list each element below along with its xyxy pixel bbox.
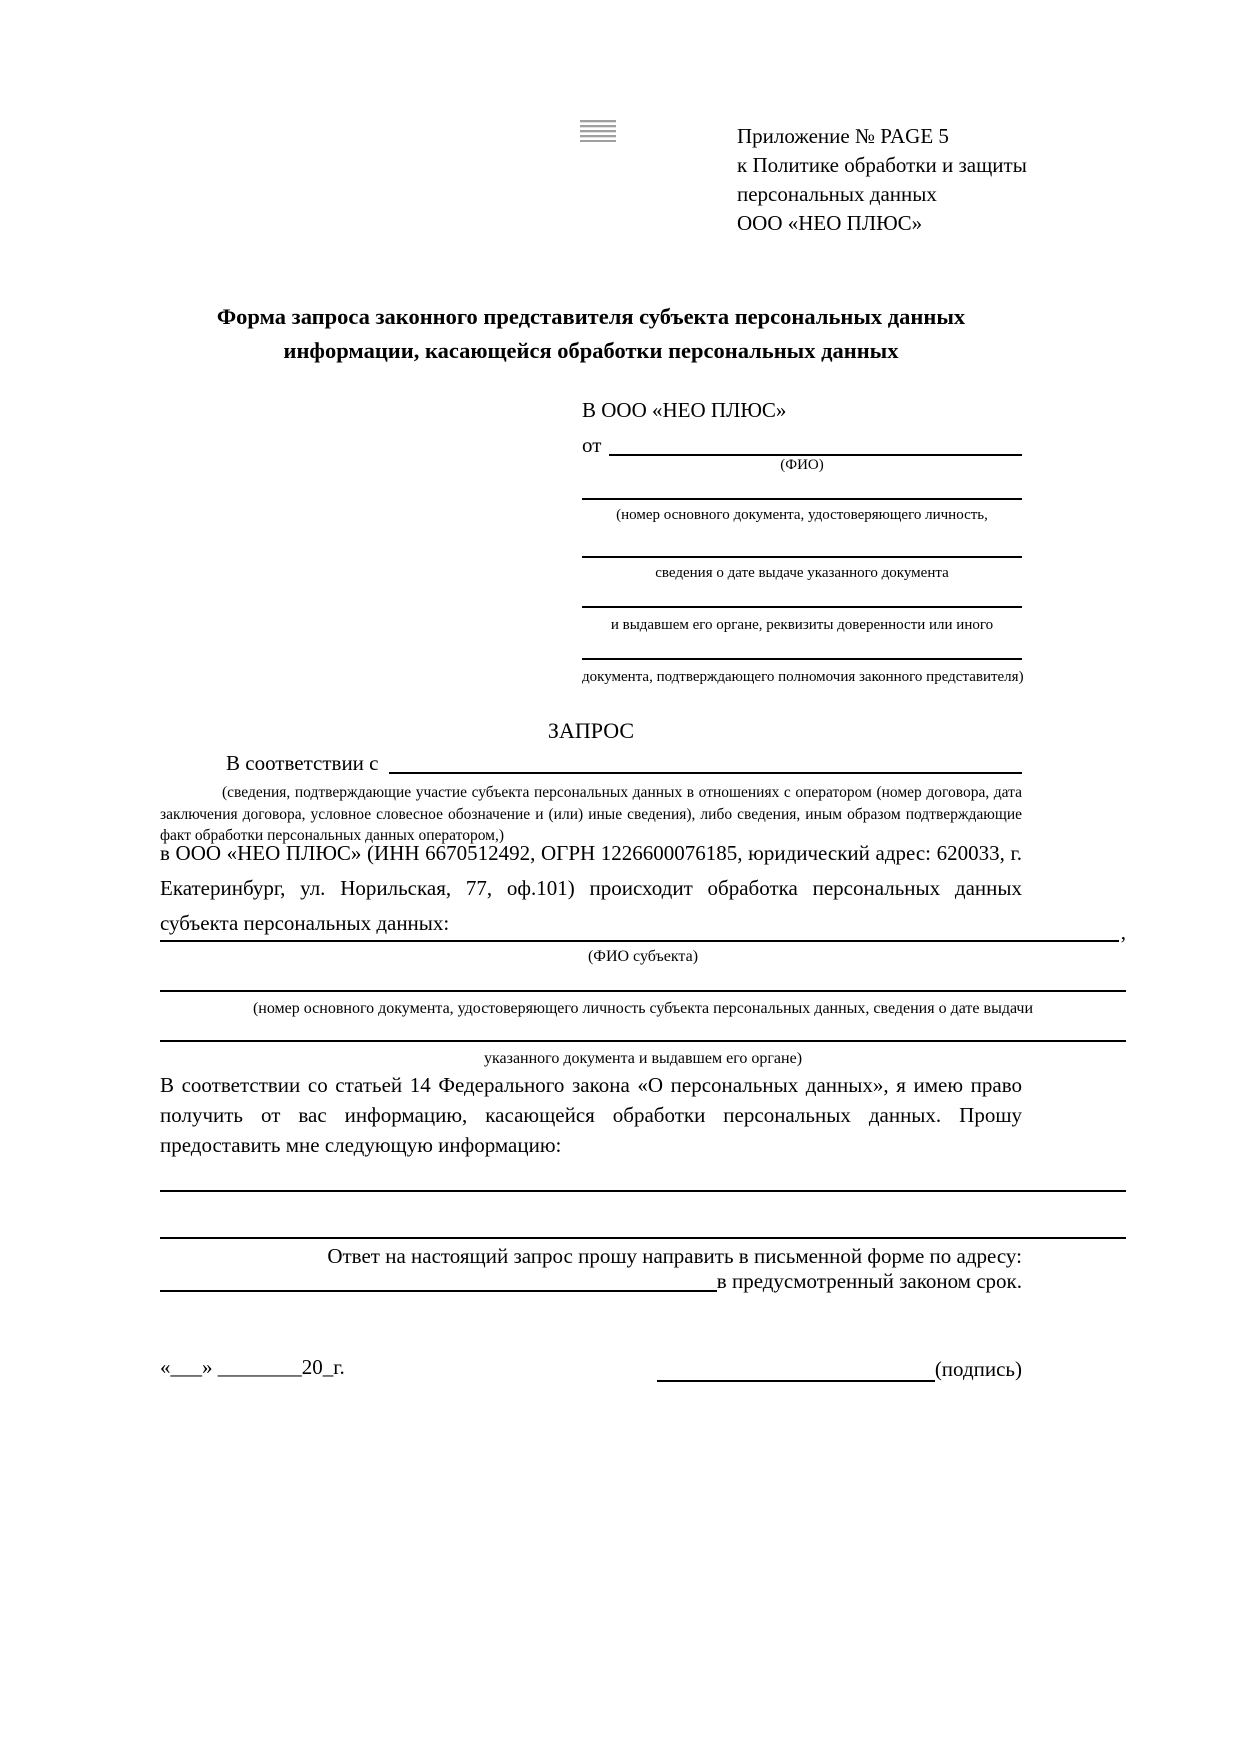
embedded-object-icon — [580, 120, 616, 142]
reply-deadline-text: в предусмотренный законом срок. — [716, 1269, 1022, 1293]
subject-fio-caption: (ФИО субъекта) — [587, 948, 699, 965]
fio-blank-line — [609, 430, 1022, 456]
operator-paragraph: в ООО «НЕО ПЛЮС» (ИНН 6670512492, ОГРН 1226600076185, юридический адрес: 620033, г. Екатеринбург, ул. Норильская, 77, оф.101) происходит обработка персональных данных субъекта персональных данных: — [160, 841, 1022, 935]
signature-area — [657, 1356, 1022, 1382]
appendix-header-line: персональных данных — [737, 182, 937, 206]
accordance-blank-line — [389, 748, 1023, 774]
issue-date-caption: сведения о дате выдаче указанного документа — [655, 565, 949, 581]
footer-row — [160, 1352, 1022, 1382]
fio-caption: (ФИО) — [780, 457, 824, 473]
from-field-row — [582, 432, 1022, 456]
appendix-header-line: Приложение № PAGE 5 — [737, 124, 949, 148]
requested-info-lines — [160, 1160, 1126, 1239]
recipient-block — [582, 396, 1022, 686]
fine-print-note: (сведения, подтверждающие участие субъекта персональных данных в отношениях с оператором (номер договора, дата заключения договора, условное словесное обозначение и (или) иные сведения), либо сведения, иным образом подтверждающие факт обработки персональных данных оператором,) — [160, 784, 1022, 844]
authority-document-caption: документа, подтверждающего полномочия законного представителя) — [582, 669, 1024, 685]
subject-block — [160, 918, 1126, 1068]
reply-address-row — [160, 1268, 1022, 1292]
appendix-header-line: ООО «НЕО ПЛЮС» — [737, 211, 923, 235]
document-title — [160, 300, 1022, 368]
issue-date-blank-line — [582, 528, 1022, 558]
reply-request-text: Ответ на настоящий запрос прошу направить в письменной форме по адресу: — [327, 1244, 1022, 1268]
id-document-caption: (номер основного документа, удостоверяющего личность, — [616, 507, 988, 523]
date-blank-text: «___» ________20_г. — [160, 1355, 345, 1379]
appendix-header — [737, 122, 1027, 238]
document-title-line1: Форма запроса законного представителя субъекта персональных данных — [216, 304, 966, 329]
issuing-authority-caption: и выдавшем его органе, реквизиты доверенности или иного — [610, 617, 994, 633]
subject-id-document-blank-line — [160, 968, 1126, 992]
request-heading: ЗАПРОС — [547, 718, 635, 743]
signature-caption: (подпись) — [934, 1357, 1022, 1381]
requested-info-blank-line — [160, 1160, 1126, 1192]
id-document-blank-line — [582, 478, 1022, 500]
issuing-authority-blank-line — [582, 586, 1022, 608]
subject-issuing-authority-blank-line — [160, 1020, 1126, 1042]
appendix-header-line: к Политике обработки и защиты — [737, 153, 1027, 177]
reply-address-blank-line — [160, 1266, 717, 1292]
accordance-label: В соответствии с — [226, 751, 379, 775]
law-paragraph: В соответствии со статьей 14 Федерального закона «О персональных данных», я имею право получить от вас информацию, касающейся обработки персональных данных. Прошу предоставить мне следующую информацию: — [160, 1073, 1022, 1157]
accordance-row — [160, 750, 1022, 774]
subject-issuing-authority-caption: указанного документа и выдавшем его органе) — [483, 1050, 803, 1067]
signature-blank-line — [657, 1356, 935, 1382]
document-title-line2: информации, касающейся обработки персональных данных — [283, 338, 899, 363]
requested-info-blank-line — [160, 1207, 1126, 1239]
trailing-comma: , — [1120, 920, 1126, 944]
subject-fio-row — [160, 918, 1126, 942]
from-label: от — [582, 433, 602, 457]
recipient-organization: В ООО «НЕО ПЛЮС» — [582, 398, 787, 422]
subject-id-document-caption: (номер основного документа, удостоверяющего личность субъекта персональных данных, сведения о дате выдачи — [252, 1000, 1034, 1017]
authority-document-blank-line — [582, 638, 1022, 660]
subject-fio-blank-line — [160, 916, 1119, 942]
